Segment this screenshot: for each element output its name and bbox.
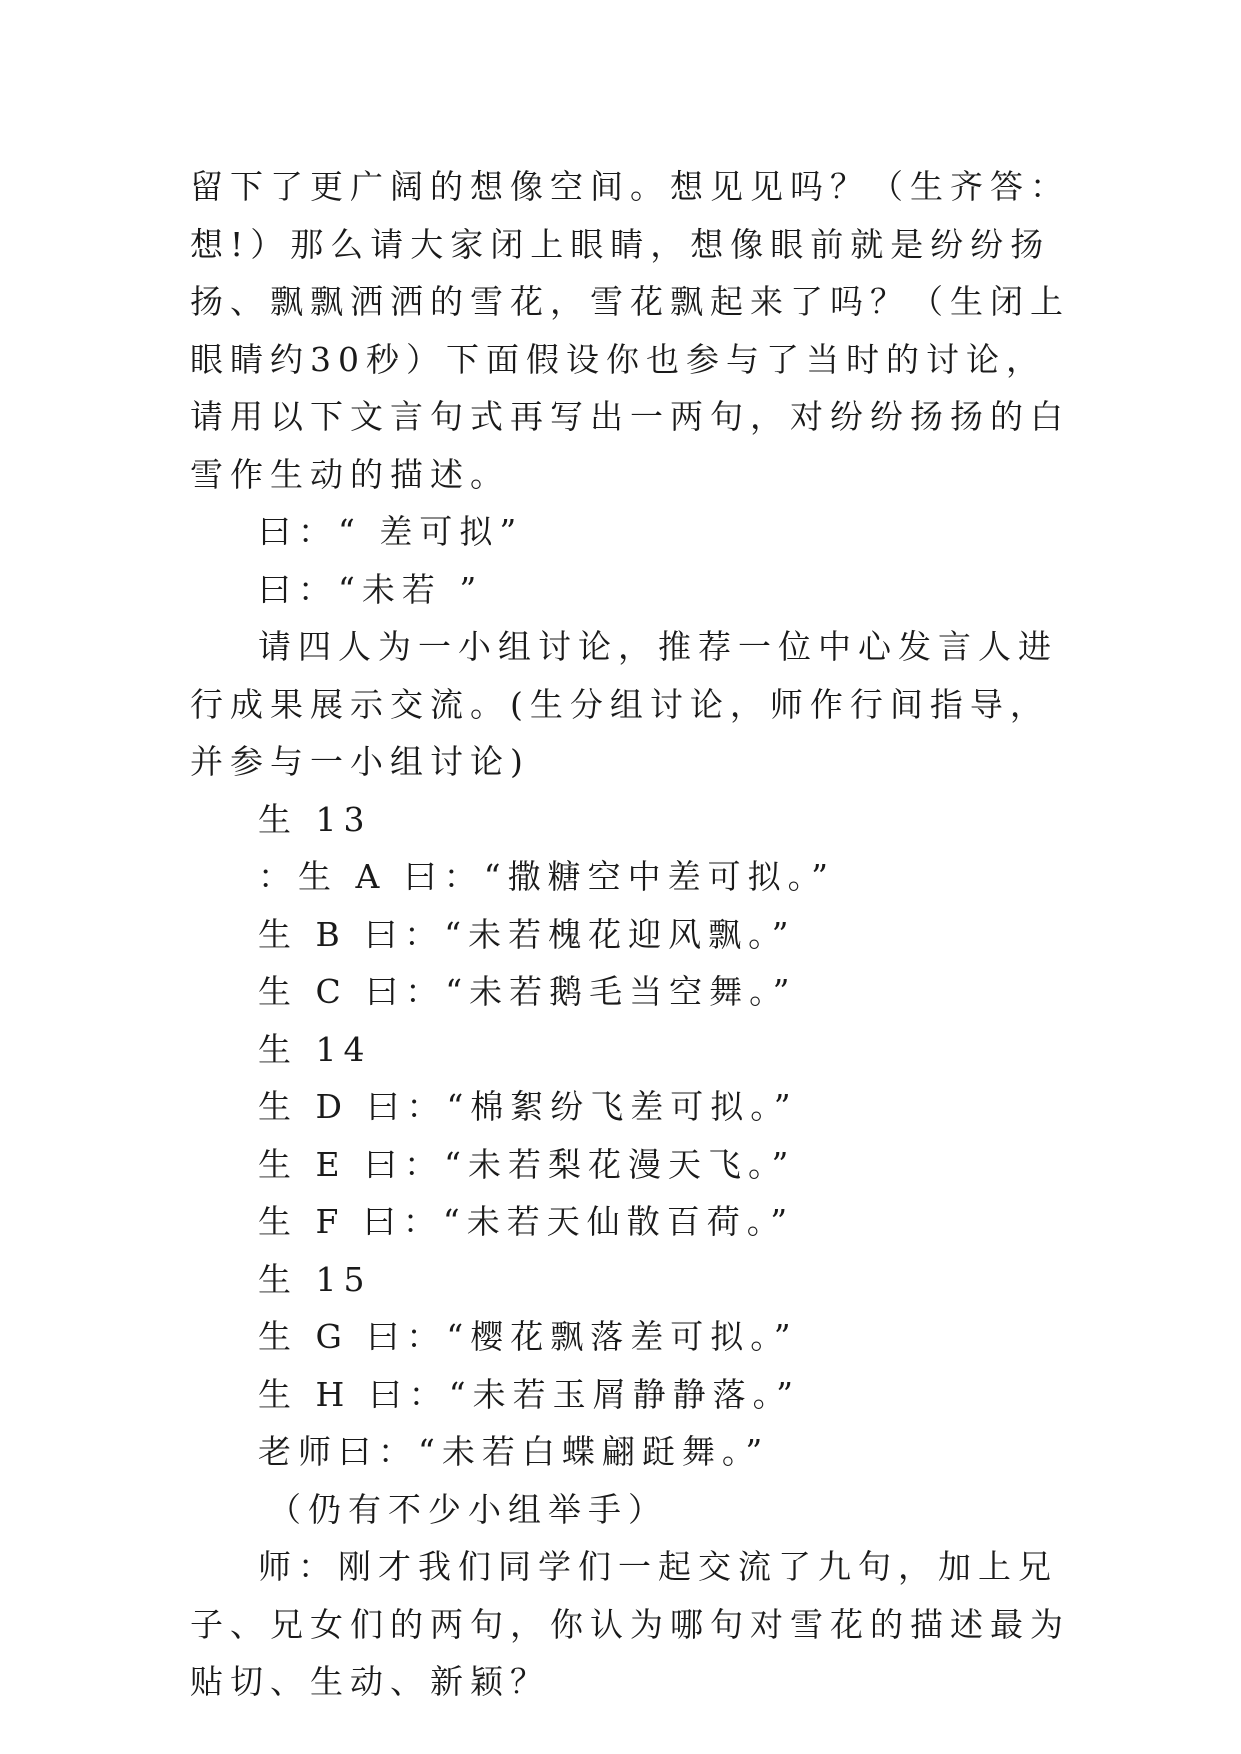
teacher-line: 老师曰：“未若白蝶翩跹舞。”: [258, 1432, 770, 1471]
student-line: 生 C 曰：“未若鹅毛当空舞。”: [258, 972, 797, 1011]
student-line: 生 F 曰：“未若天仙散百荷。”: [258, 1202, 795, 1241]
paragraph: 留下了更广阔的想像空间。想见见吗？（生齐答：想!）那么请大家闭上眼睛，想像眼前就是纷纷扬扬、飘飘洒洒的雪花，雪花飘起来了吗？（生闭上眼睛约30秒）下面假设你也参与了当时的讨论，请用以下文言句式再写出一两句，对纷纷扬扬的白雪作生动的描述。: [190, 167, 1070, 494]
group-label: 生 13: [258, 799, 372, 839]
student-line: 生 D 曰：“棉絮纷飞差可拟。”: [258, 1087, 798, 1126]
group-label: 生 15: [258, 1259, 372, 1299]
document-body: [190, 158, 1070, 1711]
paragraph: 请四人为一小组讨论，推荐一位中心发言人进行成果展示交流。(生分组讨论，师作行间指导，并参与一小组讨论): [190, 627, 1058, 781]
stage-note: （仍有不少小组举手）: [268, 1489, 668, 1529]
group-label: 生 14: [258, 1029, 372, 1069]
student-line: 生 H 曰：“未若玉屑静静落。”: [258, 1374, 800, 1414]
student-line: 生 B 曰：“未若槐花迎风飘。”: [258, 914, 796, 954]
student-line: 生 E 曰：“未若梨花漫天飞。”: [258, 1144, 796, 1184]
student-line: 生 G 曰：“樱花飘落差可拟。”: [258, 1317, 798, 1356]
paragraph: 曰：“未若 ”: [258, 569, 484, 609]
paragraph: 曰：“ 差可拟”: [258, 512, 524, 551]
paragraph: 师：刚才我们同学们一起交流了九句，加上兄子、兄女们的两句，你认为哪句对雪花的描述最为贴切、生动、新颖？: [190, 1547, 1070, 1701]
student-line: ：生 A 曰：“撒糖空中差可拟。”: [258, 857, 836, 896]
